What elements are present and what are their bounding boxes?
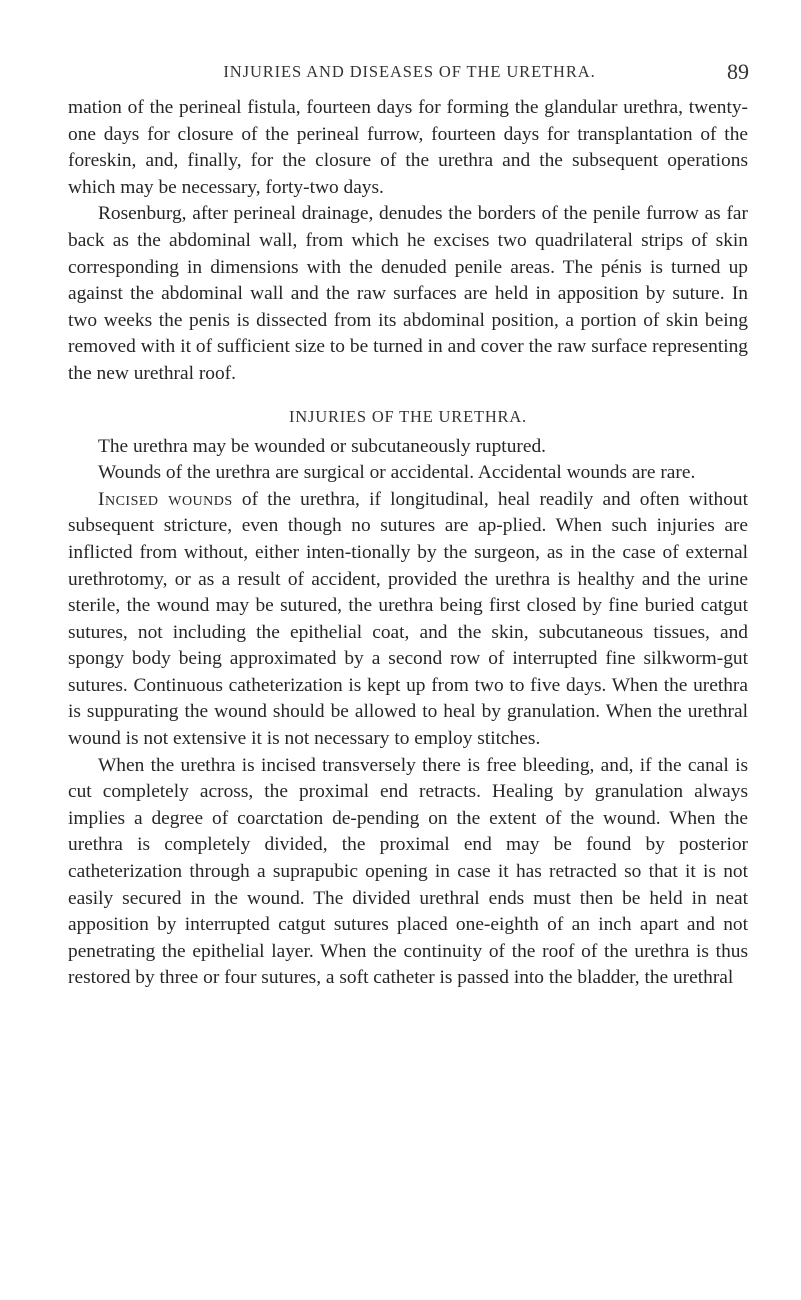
running-title: INJURIES AND DISEASES OF THE URETHRA. (223, 62, 596, 81)
running-head (70, 59, 749, 88)
paragraph-incised-wounds (68, 487, 748, 753)
paragraph-rosenburg: Rosenburg, after perineal drainage, denudes the borders of the penile furrow as far back as the abdominal wall, from which he excises two quadrilateral strips of skin corresponding in dimensions with the denuded penile areas. The pénis is turned up against the abdominal wall and the raw surfaces are held in apposition by suture. In two weeks the penis is dissected from its abdominal position, a portion of skin being removed with it of sufficient size to be turned in and cover the raw surface representing the new urethral roof. (68, 203, 748, 384)
paragraph-transverse-incision: When the urethra is incised transversely there is free bleeding, and, if the canal is cut completely across, the proximal end retracts. Healing by granulation always implies a degree of coarctation de-pending on the extent of the wound. When the urethra is completely divided, the proximal end may be found by posterior catheterization through a suprapubic opening in case it has retracted so that it is not easily secured in the wound. The divided urethral ends must then be held in neat apposition by interrupted catgut sutures placed one-eighth of an inch apart and not penetrating the epithelial layer. When the continuity of the roof of the urethra is thus restored by three or four sutures, a soft catheter is passed into the bladder, the urethral (68, 754, 748, 989)
page-number: 89 (727, 59, 749, 84)
section-heading: INJURIES OF THE URETHRA. (289, 406, 527, 426)
paragraph-urethra-wounded: The urethra may be wounded or subcutaneously ruptured. (98, 435, 547, 457)
paragraph-continuation: mation of the perineal fistula, fourteen days for forming the glandular urethra, twenty-one days for closure of the perineal furrow, fourteen days for transplantation of the foreskin, and, finally, for the closure of the urethra and the subsequent operations which may be necessary, forty-two days. (68, 97, 748, 198)
paragraph-wounds-types: Wounds of the urethra are surgical or accidental. Accidental wounds are rare. (98, 462, 696, 484)
incised-wounds-lead: Incised wounds (98, 488, 233, 510)
body-text (68, 95, 748, 992)
incised-wounds-text: of the urethra, if longitudinal, heal readily and often without subsequent stricture, even though no sutures are ap-plied. When such injuries are inflicted from without, either inten-tionally by the surgeon, as in the case of external urethrotomy, or as a result of accident, provided the urethra is healthy and the urine sterile, the wound may be sutured, the urethra being first closed by fine buried catgut sutures, not including the epithelial coat, and the skin, subcutaneous tissues, and spongy body being approximated by a second row of interrupted fine silkworm-gut sutures. Continuous catheterization is kept up from two to five days. When the urethra is suppurating the wound should be allowed to heal by granulation. When the urethral wound is not extensive it is not necessary to employ stitches. (68, 488, 748, 750)
